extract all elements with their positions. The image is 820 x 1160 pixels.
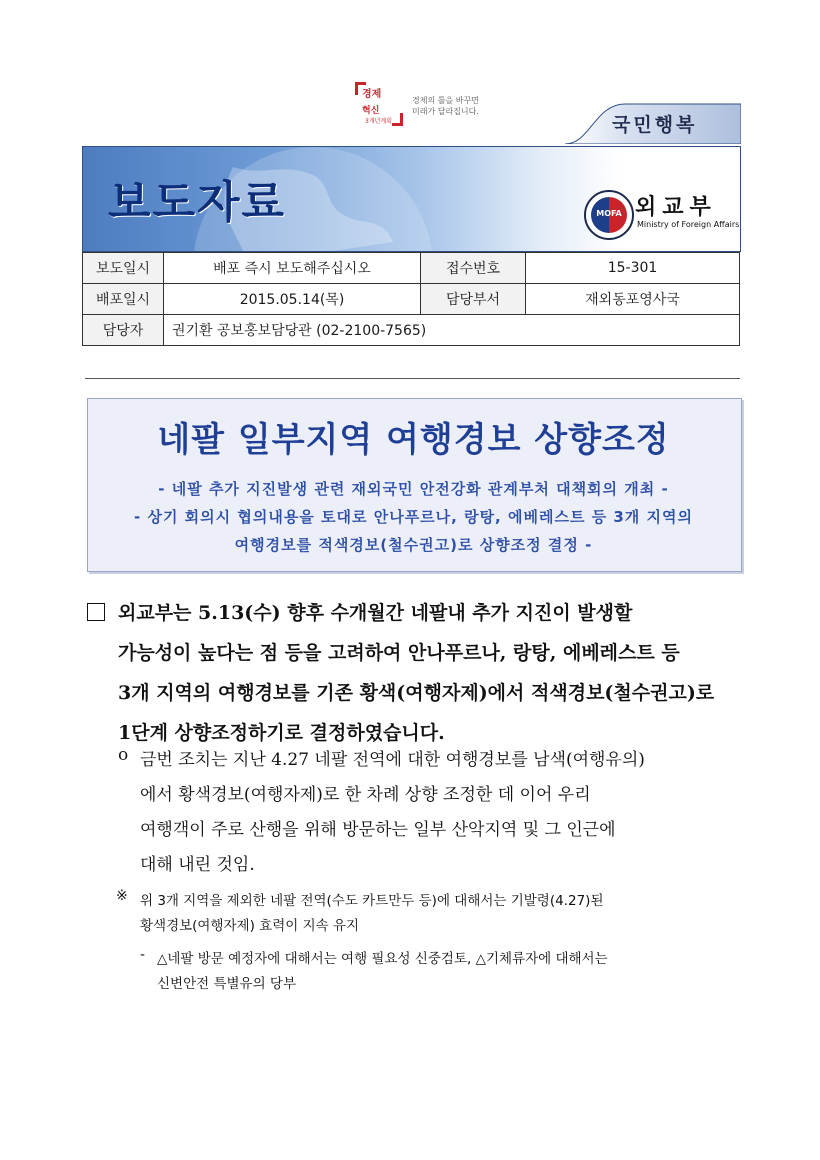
contact-label: 담당자 <box>83 315 164 346</box>
slogan-line-2: 미래가 달라집니다. <box>412 107 479 116</box>
sub-paragraph-line: 금번 조치는 지난 4.27 네팔 전역에 대한 여행경보를 남색(여행유의) <box>140 750 645 770</box>
sub-paragraph-line: 여행객이 주로 산행을 위해 방문하는 일부 산악지역 및 그 인근에 <box>140 820 616 840</box>
slogan <box>412 95 502 117</box>
receipt-number-label: 접수번호 <box>421 253 526 284</box>
note-line: 황색경보(여행자제) 효력이 지속 유지 <box>140 918 360 934</box>
dash-note-line: △네팔 방문 예정자에 대해서는 여행 필요성 신중검토, △기체류자에 대해서는 <box>157 951 608 967</box>
note-marker: ※ <box>116 888 128 904</box>
sub-paragraph-line: 에서 황색경보(여행자제)로 한 차례 상향 조정한 데 이어 우리 <box>140 785 591 805</box>
header-tab-label: 국민행복 <box>612 114 698 136</box>
ministry-name-english: Ministry of Foreign Affairs <box>637 220 740 229</box>
contact-value: 권기환 공보홍보담당관 (02-2100-7565) <box>164 315 740 346</box>
main-paragraph-line: 외교부는 5.13(수) 향후 수개월간 네팔내 추가 지진이 발생할 <box>118 602 633 624</box>
release-time-label: 보도일시 <box>83 253 164 284</box>
logo-text-plan: 3개년계획 <box>365 118 393 125</box>
department-value: 재외동포영사국 <box>526 284 740 315</box>
table-row <box>83 315 740 346</box>
table-row <box>83 284 740 315</box>
table-row <box>83 253 740 284</box>
subheadline-2: - 상기 회의시 협의내용을 토대로 안나푸르나, 랑탕, 에베레스트 등 3개 지역의 <box>134 508 693 526</box>
bullet-marker: o <box>118 745 129 765</box>
mofa-emblem-icon <box>584 190 634 240</box>
slogan-line-1: 경제의 틀을 바꾸면 <box>412 96 479 105</box>
department-label: 담당부서 <box>421 284 526 315</box>
main-paragraph-line: 1단계 상향조정하기로 결정하였습니다. <box>118 722 445 744</box>
subheadline-1: - 네팔 추가 지진발생 관련 재외국민 안전강화 관계부처 대책회의 개최 - <box>158 480 669 498</box>
release-info-table <box>82 252 740 346</box>
sub-paragraph-line: 대해 내린 것임. <box>140 855 255 875</box>
receipt-number-value: 15-301 <box>526 253 740 284</box>
logo-text-economy: 경제 <box>362 89 382 100</box>
headline: 네팔 일부지역 여행경보 상향조정 <box>157 420 670 460</box>
subheadline-3: 여행경보를 적색경보(철수권고)로 상향조정 결정 - <box>234 536 593 554</box>
main-paragraph-line: 3개 지역의 여행경보를 기존 황색(여행자제)에서 적색경보(철수권고)로 <box>118 682 715 704</box>
divider <box>85 378 740 379</box>
checkbox-square-icon <box>87 603 105 621</box>
dash-note-line: 신변안전 특별유의 당부 <box>157 976 296 992</box>
logo-text-innovation: 혁신 <box>362 106 380 116</box>
emblem-label: MOFA <box>596 209 622 218</box>
release-time-value: 배포 즉시 보도해주십시오 <box>164 253 421 284</box>
distribution-date-label: 배포일시 <box>83 284 164 315</box>
distribution-date-value: 2015.05.14(목) <box>164 284 421 315</box>
main-paragraph-line: 가능성이 높다는 점 등을 고려하여 안나푸르나, 랑탕, 에베레스트 등 <box>118 642 680 664</box>
ministry-name-korean: 외교부 <box>635 195 717 220</box>
dash-marker: - <box>140 947 146 963</box>
note-line: 위 3개 지역을 제외한 네팔 전역(수도 카트만두 등)에 대해서는 기발령(4.27)된 <box>140 893 604 909</box>
press-release-title: 보도자료 <box>108 177 287 228</box>
